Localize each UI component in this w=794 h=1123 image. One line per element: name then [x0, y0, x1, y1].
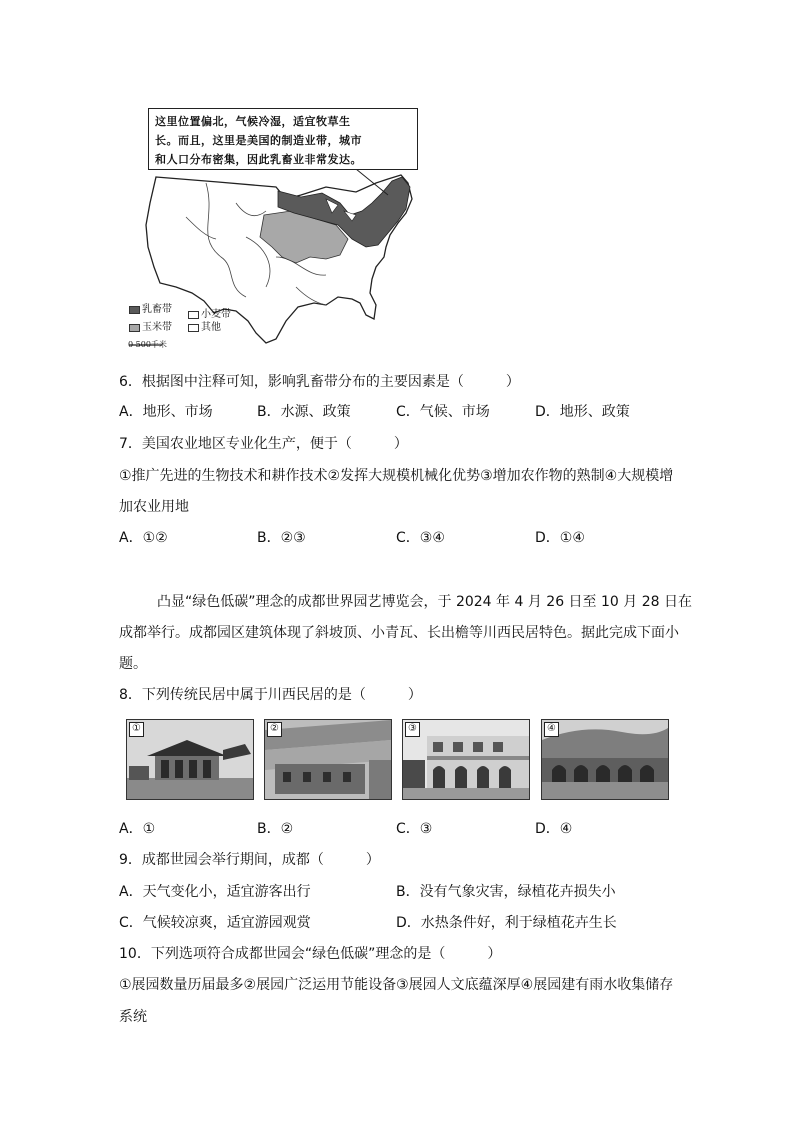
- q9-option-b: B．没有气象灾害，绿植花卉损失小: [396, 884, 616, 900]
- scale-label: 0 500千米: [128, 340, 167, 349]
- q10-stem: 10．下列选项符合成都世园会“绿色低碳”理念的是（ ）: [119, 946, 502, 962]
- q7-option-a: A．①②: [119, 530, 168, 546]
- q7-statement-line: 加农业用地: [119, 499, 189, 515]
- q8-option-c: C．③: [396, 821, 433, 837]
- q6-stem: 6．根据图中注释可知，影响乳畜带分布的主要因素是（ ）: [119, 374, 520, 390]
- q9-option-d: D．水热条件好，利于绿植花卉生长: [396, 915, 617, 931]
- photo-label: ③: [405, 722, 420, 737]
- q7-statement-line: ①推广先进的生物技术和耕作技术②发挥大规模机械化优势③增加农作物的熟制④大规模增: [119, 468, 674, 484]
- q6-option-d: D．地形、政策: [535, 404, 630, 420]
- q10-statement-line: ①展园数量历届最多②展园广泛运用节能设备③展园人文底蕴深厚④展园建有雨水收集储存: [119, 977, 674, 993]
- q8-option-d: D．④: [535, 821, 573, 837]
- legend-other: 其他: [201, 322, 221, 333]
- q9-option-a: A．天气变化小，适宜游客出行: [119, 884, 311, 900]
- q7-option-d: D．①④: [535, 530, 585, 546]
- callout-line: 这里位置偏北，气候冷湿，适宜牧草生: [155, 115, 351, 128]
- q6-option-b: B．水源、政策: [257, 404, 351, 420]
- photo-label: ②: [267, 722, 282, 737]
- q6-option-c: C．气候、市场: [396, 404, 490, 420]
- q8-option-a: A．①: [119, 821, 156, 837]
- q7-option-b: B．②③: [257, 530, 306, 546]
- q9-option-c: C．气候较凉爽，适宜游园观赏: [119, 915, 311, 931]
- photo-1-sichuan-house: [126, 719, 254, 800]
- photo-label: ①: [129, 722, 144, 737]
- q6-option-a: A．地形、市场: [119, 404, 213, 420]
- passage-line: 题。: [119, 656, 147, 672]
- passage-line: 成都举行。成都园区建筑体现了斜坡顶、小青瓦、长出檐等川西民居特色。据此完成下面小: [119, 625, 679, 641]
- map-callout-box: [148, 108, 418, 170]
- legend-wheat: 小麦带: [201, 309, 231, 320]
- us-agriculture-map: [126, 107, 426, 355]
- photo-3-arcade-building: [402, 719, 530, 800]
- q8-stem: 8．下列传统民居中属于川西民居的是（ ）: [119, 687, 422, 703]
- legend-swatch-dairy: [129, 306, 140, 314]
- q7-stem: 7．美国农业地区专业化生产，便于（ ）: [119, 436, 408, 452]
- passage-line: 凸显“绿色低碳”理念的成都世界园艺博览会，于 2024 年 4 月 26 日至 10 月 28 日在: [157, 594, 692, 610]
- q8-option-b: B．②: [257, 821, 294, 837]
- legend-dairy: 乳畜带: [142, 304, 172, 315]
- photo-2-tiled-houses: [264, 719, 392, 800]
- callout-line: 长。而且，这里是美国的制造业带，城市: [155, 134, 362, 147]
- legend-swatch-other: [188, 324, 199, 332]
- legend-swatch-wheat: [188, 311, 199, 319]
- callout-line: 和人口分布密集，因此乳畜业非常发达。: [155, 153, 362, 166]
- legend-corn: 玉米带: [142, 322, 172, 333]
- photo-label: ④: [544, 722, 559, 737]
- q9-stem: 9．成都世园会举行期间，成都（ ）: [119, 852, 380, 868]
- q7-option-c: C．③④: [396, 530, 445, 546]
- legend-swatch-corn: [129, 324, 140, 332]
- q10-statement-line: 系统: [119, 1009, 147, 1025]
- photo-4-cave-dwelling: [541, 719, 669, 800]
